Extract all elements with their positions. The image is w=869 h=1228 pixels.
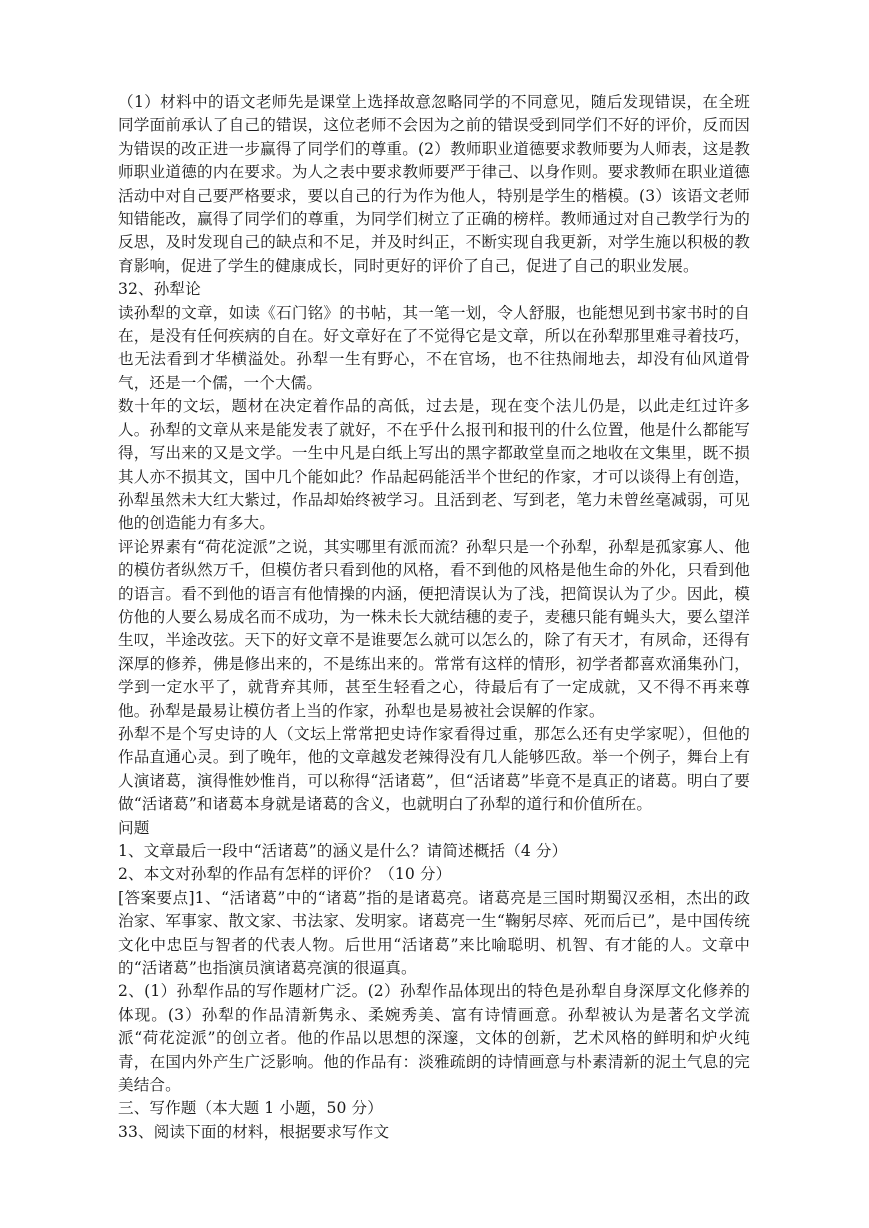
answer-key-2: 2、(1）孙犁作品的写作题材广泛。(2）孙犁作品体现出的特色是孙犁自身深厚文化修养的体现。(3）孙犁的作品清新隽永、柔婉秀美、富有诗情画意。孙犁被认为是著名文学流派“荷花淀派”的创立者。他的作品以思想的深邃，文体的创新，艺术风格的鲜明和炉火纯青，在国内外产生广泛影响。他的作品有：淡雅疏朗的诗情画意与朴素清新的泥土气息的完美结合。	[118, 982, 750, 1095]
essay-paragraph-3: 评论界素有“荷花淀派”之说，其实哪里有派而流？孙犁只是一个孙犁，孙犁是孤家寡人、他的模仿者纵然万千，但模仿者只看到他的风格，看不到他的风格是他生命的外化，只看到他的语言。看不到他的语言有他情操的内涵，便把清误认为了浅，把简误认为了少。因此，模仿他的人要么易成名而不成功，为一株未长大就结穗的麦子，麦穗只能有蝇头大，要么望洋生叹，半途改弦。天下的好文章不是谁要怎么就可以怎么的，除了有天才，有夙命，还得有深厚的修养，佛是修出来的，不是练出来的。常常有这样的情形，初学者都喜欢涌集孙门，学到一定水平了，就背弃其师，甚至生轻看之心，待最后有了一定成就，又不得不再来尊他。孙犁是最易让模仿者上当的作家，孙犁也是易被社会误解的作家。	[118, 537, 750, 720]
section-heading-writing: 三、写作题（本大题 1 小题，50 分）	[118, 1099, 383, 1118]
answer-key-1: [答案要点]1、“活诸葛”中的“诸葛”指的是诸葛亮。诸葛亮是三国时期蜀汉丞相，杰出的政治家、军事家、散文家、书法家、发明家。诸葛亮一生“鞠躬尽瘁、死而后已”，是中国传统文化中忠臣与智者的代表人物。后世用“活诸葛”来比喻聪明、机智、有才能的人。文章中的“活诸葛”也指演员演诸葛亮演的很逼真。	[118, 888, 750, 978]
question-heading-33: 33、阅读下面的材料，根据要求写作文	[118, 1122, 390, 1141]
essay-paragraph-1: 读孙犁的文章，如读《石门铭》的书帖，其一笔一划，令人舒服，也能想见到书家书时的自在，是没有任何疾病的自在。好文章好在了不觉得它是文章，所以在孙犁那里难寻着技巧，也无法看到才华横溢处。孙犁一生有野心，不在官场，也不往热闹地去，却没有仙风道骨气，还是一个儒，一个大儒。	[118, 303, 750, 392]
essay-paragraph-4: 孙犁不是个写史诗的人（文坛上常常把史诗作家看得过重，那怎么还有史学家呢），但他的作品直通心灵。到了晚年，他的文章越发老辣得没有几人能够匹敌。举一个例子，舞台上有人演诸葛，演得惟妙惟肖，可以称得“活诸葛”，但“活诸葛”毕竟不是真正的诸葛。明白了要做“活诸葛”和诸葛本身就是诸葛的含义，也就明白了孙犁的道行和价值所在。	[118, 724, 750, 814]
question-2: 2、本文对孙犁的作品有怎样的评价？（10 分）	[118, 865, 452, 884]
questions-heading: 问题	[118, 818, 150, 837]
answer-paragraph-31: （1）材料中的语文老师先是课堂上选择故意忽略同学的不同意见，随后发现错误，在全班同学面前承认了自己的错误，这位老师不会因为之前的错误受到同学们不好的评价，反而因为错误的改正进一步赢得了同学们的尊重。(2）教师职业道德要求教师要为人师表，这是教师职业道德的内在要求。为人之表中要求教师要严于律己、以身作则。要求教师在职业道德活动中对自己要严格要求，要以自己的行为作为他人，特别是学生的楷模。(3）该语文老师知错能改，赢得了同学们的尊重，为同学们树立了正确的榜样。教师通过对自己教学行为的反思，及时发现自己的缺点和不足，并及时纠正，不断实现自我更新，对学生施以积极的教育影响，促进了学生的健康成长，同时更好的评价了自己，促进了自己的职业发展。	[118, 93, 750, 275]
question-1: 1、文章最后一段中“活诸葛”的涵义是什么？请简述概括（4 分）	[118, 842, 568, 860]
document-body	[118, 91, 750, 1144]
question-heading-32: 32、孙犁论	[118, 280, 201, 299]
essay-paragraph-2: 数十年的文坛，题材在决定着作品的高低，过去是，现在变个法儿仍是，以此走红过许多人。孙犁的文章从来是能发表了就好，不在乎什么报刊和报刊的什么位置，他是什么都能写得，写出来的又是文学。一生中凡是白纸上写出的黑字都敢堂皇而之地收在文集里，既不损其人亦不损其文，国中几个能如此？作品起码能活半个世纪的作家，才可以谈得上有创造，孙犁虽然未大红大紫过，作品却始终被学习。且活到老、写到老，笔力未曾丝毫减弱，可见他的创造能力有多大。	[118, 397, 750, 533]
